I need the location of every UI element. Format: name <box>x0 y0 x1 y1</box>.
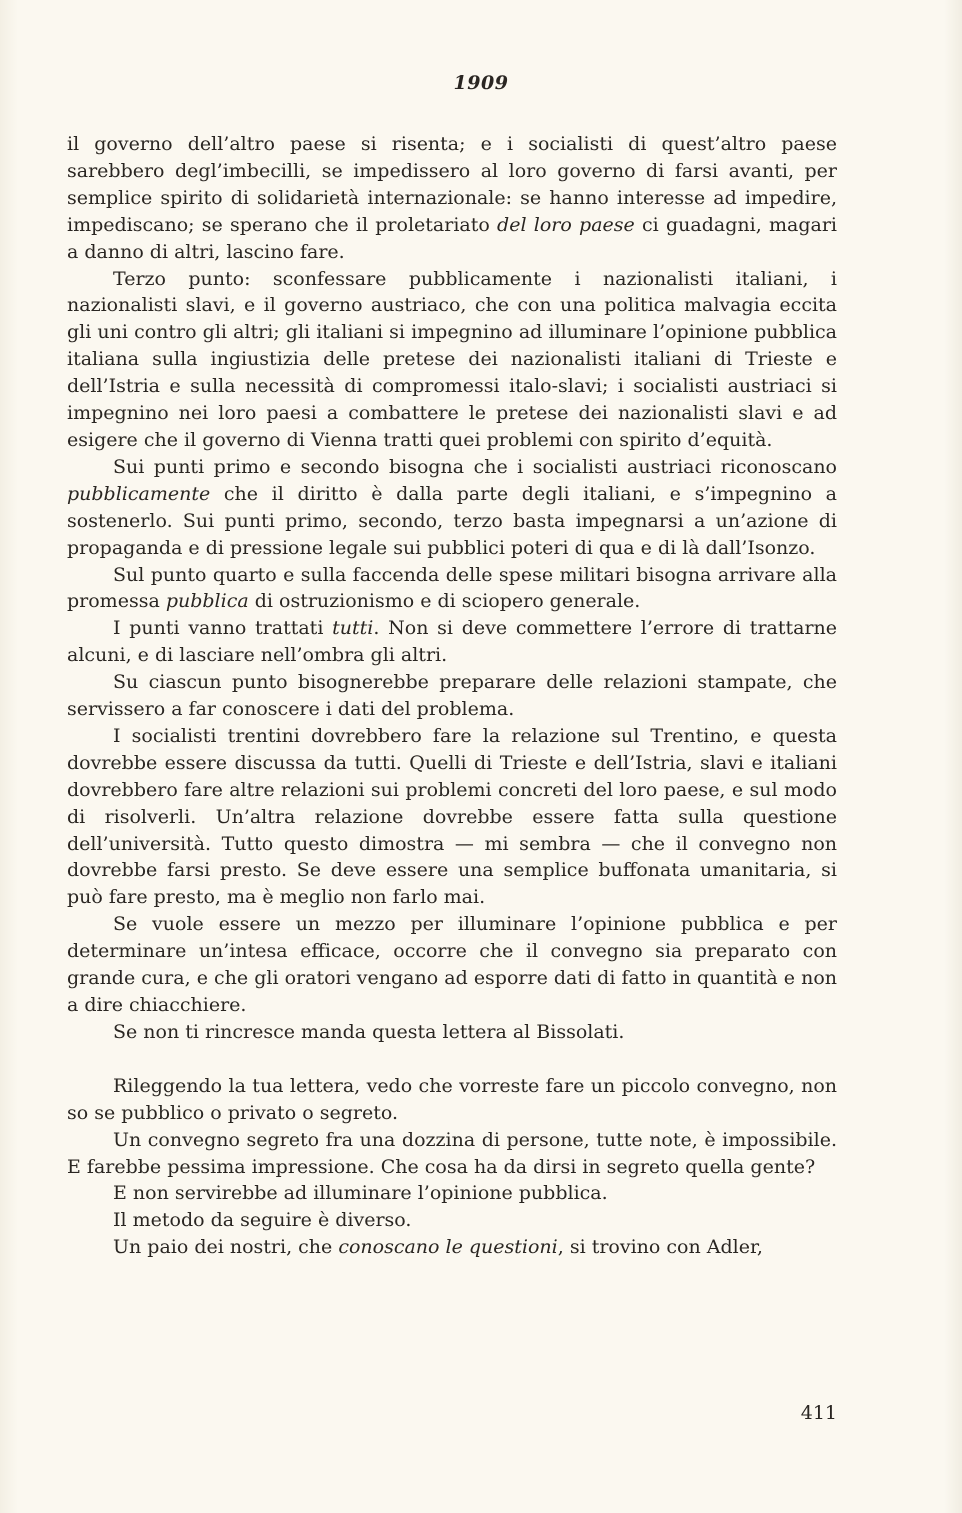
text-run: Terzo punto: sconfessare pubblicamente i nazionalisti italiani, i nazionalisti slavi, e il governo austriaco, che con una politica malvagia eccita gli uni contro gli altri; gli italiani si impegnino ad illuminare l’opinione pubblica italiana sulla ingiustizia delle pretese dei nazionalisti italiani di Trieste e dell’Istria e sulla necessità di compromessi italo-slavi; i socialisti austriaci si impegnino nei loro paesi a combattere le pretese dei nazionalisti slavi e ad esigere che il governo di Vienna tratti quei problemi con spirito d’equità. <box>67 267 837 451</box>
italic-text: pubblicamente <box>67 482 211 505</box>
paragraph <box>67 1180 837 1207</box>
text-run: Un convegno segreto fra una dozzina di persone, tutte note, è impossibile. E farebbe pessima impressione. Che cosa ha da dirsi in segreto quella gente? <box>67 1128 837 1178</box>
paragraph <box>67 454 837 562</box>
paragraph <box>67 1207 837 1234</box>
paragraph <box>67 131 837 266</box>
text-run: di ostruzionismo e di sciopero generale. <box>248 590 641 613</box>
text-run: Se vuole essere un mezzo per illuminare l’opinione pubblica e per determinare un’intesa efficace, occorre che il convegno sia preparato con grande cura, e che gli oratori vengano ad esporre dati di fatto in quantità e non a dire chiacchiere. <box>67 913 837 1016</box>
text-run: , si trovino con Adler, <box>557 1236 763 1259</box>
text-run: Rileggendo la tua lettera, vedo che vorreste fare un piccolo convegno, non so se pubblico o privato o segreto. <box>67 1074 837 1124</box>
text-run: I punti vanno trattati <box>113 617 333 640</box>
text-run: . Non si deve commettere l’errore di trattarne alcuni, e di lasciare nell’ombra gli altri. <box>67 617 838 667</box>
paragraph <box>67 1234 837 1261</box>
paragraph <box>67 562 837 616</box>
paragraph <box>67 266 837 454</box>
italic-text: conoscano le questioni <box>338 1236 558 1259</box>
text-run: ci guadagni, magari a danno di altri, lascino fare. <box>67 213 837 263</box>
body-text <box>67 131 837 1261</box>
running-header-year: 1909 <box>453 72 509 94</box>
paragraph <box>67 911 837 1019</box>
italic-text: pubblica <box>165 590 249 613</box>
page-number: 411 <box>800 1402 837 1424</box>
text-run: che il diritto è dalla parte degli italiani, e s’impegnino a sostenerlo. Sui punti primo, secondo, terzo basta impegnarsi a un’azione di propaganda e di pressione legale sui pubblici poteri di qua e di là dall’Isonzo. <box>67 482 837 559</box>
text-run: Sui punti primo e secondo bisogna che i socialisti austriaci riconoscano <box>113 455 837 478</box>
text-run: Sul punto quarto e sulla faccenda delle spese militari bisogna arrivare alla promessa <box>67 563 837 613</box>
paragraph <box>67 1127 837 1181</box>
paragraph <box>67 1019 837 1046</box>
text-run: Un paio dei nostri, che <box>113 1236 339 1259</box>
text-run: il governo dell’altro paese si risenta; e i socialisti di quest’altro paese sarebbero degl’imbecilli, se impedissero al loro governo di farsi avanti, per semplice spirito di solidarietà internazionale: se hanno interesse ad impedire, impediscano; se sperano che il proletariato <box>67 133 837 236</box>
paragraph <box>67 723 837 911</box>
italic-text: del loro paese <box>497 213 635 236</box>
text-run: Il metodo da seguire è diverso. <box>113 1209 412 1232</box>
text-run: Se non ti rincresce manda questa lettera al Bissolati. <box>113 1020 625 1043</box>
paragraph <box>67 615 837 669</box>
text-run: I socialisti trentini dovrebbero fare la relazione sul Trentino, e questa dovrebbe essere discussa da tutti. Quelli di Trieste e dell’Istria, slavi e italiani dovrebbero fare altre relazioni sui problemi concreti del loro paese, e sul modo di risolverli. Un’altra relazione dovrebbe essere fatta sulla questione dell’università. Tutto questo dimostra — mi sembra — che il convegno non dovrebbe farsi presto. Se deve essere una semplice buffonata umanitaria, si può fare presto, ma è meglio non farlo mai. <box>67 724 837 909</box>
paragraph <box>67 669 837 723</box>
paragraph <box>67 1073 837 1127</box>
text-run: Su ciascun punto bisognerebbe preparare delle relazioni stampate, che servissero a far conoscere i dati del problema. <box>67 671 837 721</box>
text-run: E non servirebbe ad illuminare l’opinione pubblica. <box>113 1182 608 1205</box>
italic-text: tutti <box>332 617 374 640</box>
